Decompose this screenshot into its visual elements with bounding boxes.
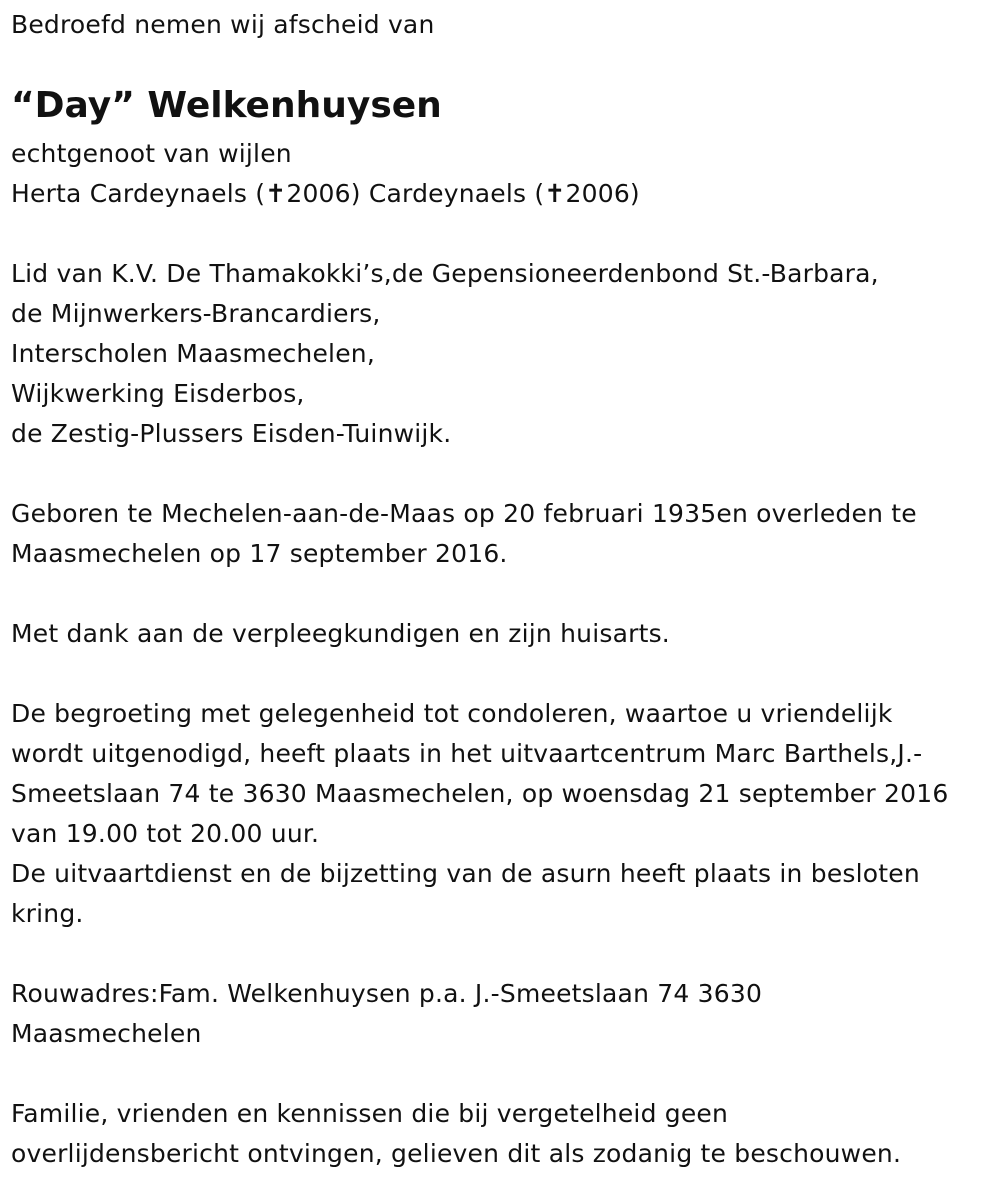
condolence-line: Smeetslaan 74 te 3630 Maasmechelen, op woensdag 21 september 2016 — [11, 779, 949, 808]
family-line: overlijdensbericht ontvingen, gelieven dit als zodanig te beschouwen. — [11, 1139, 902, 1168]
condolence-line: kring. — [11, 899, 84, 928]
spouse-section — [11, 134, 640, 214]
membership-line: Wijkwerking Eisderbos, — [11, 379, 305, 408]
intro-text: Bedroefd nemen wij afscheid van — [11, 10, 435, 39]
address-line: Rouwadres:Fam. Welkenhuysen p.a. J.-Smeetslaan 74 3630 — [11, 979, 763, 1008]
membership-line: Lid van K.V. De Thamakokki’s,de Gepensioneerdenbond St.-Barbara, — [11, 259, 879, 288]
memberships-section — [11, 254, 879, 454]
birth-death-section — [11, 494, 917, 574]
thanks-line: Met dank aan de verpleegkundigen en zijn huisarts. — [11, 619, 670, 648]
condolence-line: De begroeting met gelegenheid tot condoleren, waartoe u vriendelijk — [11, 699, 893, 728]
membership-line: de Mijnwerkers-Brancardiers, — [11, 299, 381, 328]
birth-death-line: Geboren te Mechelen-aan-de-Maas op 20 februari 1935en overleden te — [11, 499, 917, 528]
membership-line: Interscholen Maasmechelen, — [11, 339, 375, 368]
condolence-line: van 19.00 tot 20.00 uur. — [11, 819, 320, 848]
birth-death-line: Maasmechelen op 17 september 2016. — [11, 539, 508, 568]
family-line: Familie, vrienden en kennissen die bij vergetelheid geen — [11, 1099, 729, 1128]
membership-line: de Zestig-Plussers Eisden-Tuinwijk. — [11, 419, 452, 448]
family-notice-section — [11, 1094, 901, 1174]
condolence-section — [11, 694, 948, 934]
deceased-name: “Day” Welkenhuysen — [11, 85, 442, 126]
address-line: Maasmechelen — [11, 1019, 202, 1048]
spouse-line: Herta Cardeynaels (✝2006) Cardeynaels (✝2006) — [11, 179, 640, 208]
condolence-line: wordt uitgenodigd, heeft plaats in het uitvaartcentrum Marc Barthels,J.- — [11, 739, 923, 768]
mourning-address-section — [11, 974, 762, 1054]
condolence-line: De uitvaartdienst en de bijzetting van de asurn heeft plaats in besloten — [11, 859, 920, 888]
spouse-line: echtgenoot van wijlen — [11, 139, 292, 168]
thanks-section — [11, 614, 670, 654]
